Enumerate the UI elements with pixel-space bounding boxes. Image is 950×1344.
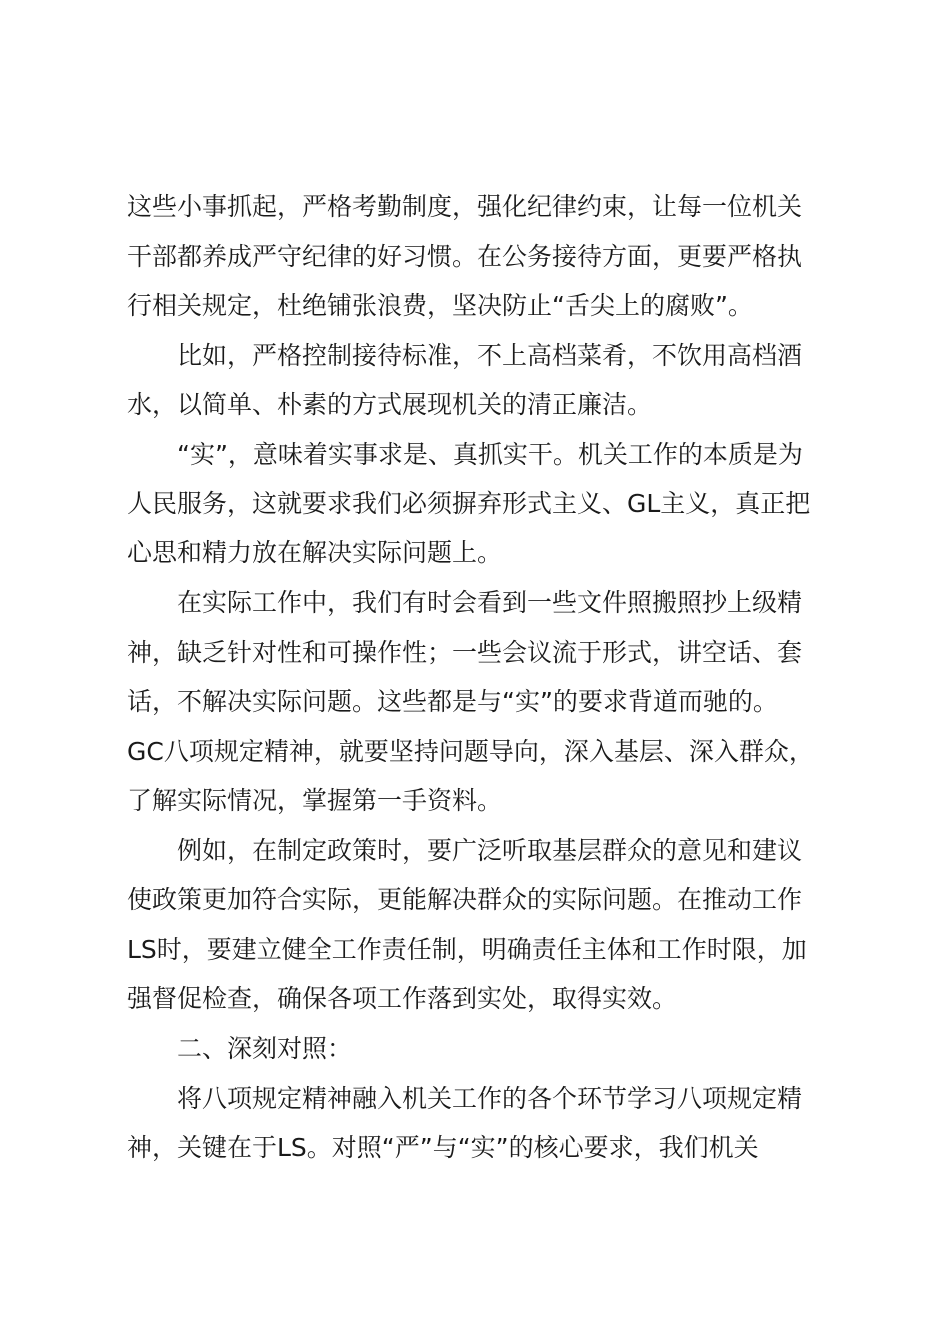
text-line: LS时，要建立健全工作责任制，明确责任主体和工作时限，加 bbox=[127, 935, 807, 964]
paragraph-first-line: 比如，严格控制接待标准，不上高档菜肴，不饮用高档酒 bbox=[177, 341, 803, 370]
text-line: 这些小事抓起，严格考勤制度，强化纪律约束，让每一位机关 bbox=[127, 192, 803, 221]
text-line: 神，关键在于LS。对照“严”与“实”的核心要求，我们机关 bbox=[127, 1133, 759, 1162]
paragraph-first-line: 在实际工作中，我们有时会看到一些文件照搬照抄上级精 bbox=[177, 588, 803, 617]
text-line: 水，以简单、朴素的方式展现机关的清正廉洁。 bbox=[127, 390, 653, 419]
text-line: 神，缺乏针对性和可操作性；一些会议流于形式，讲空话、套 bbox=[127, 638, 803, 667]
text-line: 干部都养成严守纪律的好习惯。在公务接待方面，更要严格执 bbox=[127, 242, 803, 271]
section-heading: 二、深刻对照： bbox=[177, 1034, 353, 1063]
text-line: 人民服务，这就要求我们必须摒弃形式主义、GL主义，真正把 bbox=[127, 489, 811, 518]
text-line: 行相关规定，杜绝铺张浪费，坚决防止“舌尖上的腐败”。 bbox=[127, 291, 753, 320]
paragraph-first-line: 例如，在制定政策时，要广泛听取基层群众的意见和建议 bbox=[177, 836, 803, 865]
text-line: 强督促检查，确保各项工作落到实处，取得实效。 bbox=[127, 984, 678, 1013]
text-line: 心思和精力放在解决实际问题上。 bbox=[127, 538, 503, 567]
text-line: 话，不解决实际问题。这些都是与“实”的要求背道而驰的。 bbox=[127, 687, 778, 716]
text-line: 使政策更加符合实际，更能解决群众的实际问题。在推动工作 bbox=[127, 885, 803, 914]
paragraph-first-line: 将八项规定精神融入机关工作的各个环节学习八项规定精 bbox=[177, 1084, 803, 1113]
paragraph-first-line: “实”，意味着实事求是、真抓实干。机关工作的本质是为 bbox=[177, 440, 803, 469]
text-line: GC八项规定精神，就要坚持问题导向，深入基层、深入群众， bbox=[127, 737, 814, 766]
text-line: 了解实际情况，掌握第一手资料。 bbox=[127, 786, 503, 815]
